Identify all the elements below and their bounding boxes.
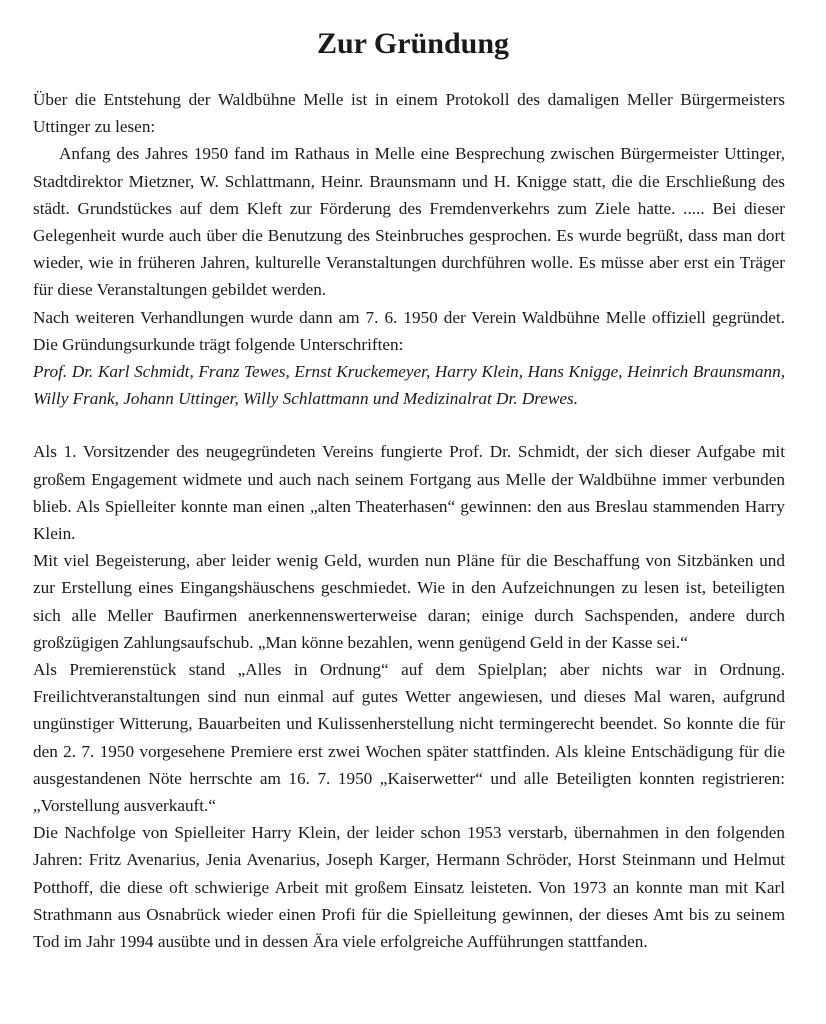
construction-paragraph: Mit viel Begeisterung, aber leider wenig Geld, wurden nun Pläne für die Beschaffung von Sitzbänken und zur Erstellung eines Eingangshäuschens geschmiedet. Wie in den Aufzeichnungen zu lesen ist, beteiligten sich alle Meller Baufirmen anerkennenswerterweise daran; einige durch Sachspenden, andere durch großzügigen Zahlungsaufschub. „Man könne bezahlen, wenn genügend Geld in der Kasse sei.“ (33, 551, 785, 652)
paragraph-spacer (33, 412, 785, 438)
founding-paragraph: Nach weiteren Verhandlungen wurde dann am 7. 6. 1950 der Verein Waldbühne Melle offiziell gegründet. Die Gründungsurkunde trägt folgende Unterschriften: (33, 307, 785, 354)
article-body (33, 86, 785, 955)
chairman-paragraph: Als 1. Vorsitzender des neugegründeten Vereins fungierte Prof. Dr. Schmidt, der sich dieser Aufgabe mit großem Engagement widmete und auch nach seinem Fortgang aus Melle der Waldbühne immer verbunden blieb. Als Spielleiter konnte man einen „alten Theaterhasen“ gewinnen: den aus Breslau stammenden Harry Klein. (33, 442, 785, 544)
page-title: Zur Gründung (316, 27, 510, 60)
intro-paragraph: Über die Entstehung der Waldbühne Melle ist in einem Protokoll des damaligen Meller Bürgermeisters Uttinger zu lesen: (33, 90, 785, 137)
protocol-quote-paragraph: Anfang des Jahres 1950 fand im Rathaus in Melle eine Besprechung zwischen Bürgermeister Uttinger, Stadtdirektor Mietzner, W. Schlattmann, Heinr. Braunsmann und H. Knigge statt, die die Erschließung des städt. Grundstückes auf dem Kleft zur Förderung des Fremdenverkehrs zum Ziele hatte. ..... Bei dieser Gelegenheit wurde auch über die Benutzung des Steinbruches gesprochen. Es wurde begrüßt, dass man dort wieder, wie in früheren Jahren, kulturelle Veranstaltungen durchführen wolle. Es müsse aber erst ein Träger für diese Veranstaltungen gebildet werden. (33, 144, 785, 300)
signatures-paragraph: Prof. Dr. Karl Schmidt, Franz Tewes, Ernst Kruckemeyer, Harry Klein, Hans Knigge, Heinrich Braunsmann, Willy Frank, Johann Uttinger, Willy Schlattmann und Medizinalrat Dr. Drewes. (33, 362, 785, 409)
succession-paragraph: Die Nachfolge von Spielleiter Harry Klein, der leider schon 1953 verstarb, übernahmen in den folgenden Jahren: Fritz Avenarius, Jenia Avenarius, Joseph Karger, Hermann Schröder, Horst Steinmann und Helmut Potthoff, die diese oft schwierige Arbeit mit großem Einsatz leisteten. Von 1973 an konnte man mit Karl Strathmann aus Osnabrück wieder einen Profi für die Spielleitung gewinnen, der dieses Amt bis zu seinem Tod im Jahr 1994 ausübte und in dessen Ära viele erfolgreiche Aufführungen stattfanden. (33, 823, 785, 952)
premiere-paragraph: Als Premierenstück stand „Alles in Ordnung“ auf dem Spielplan; aber nichts war in Ordnung. Freilichtveranstaltungen sind nun einmal auf gutes Wetter angewiesen, und dieses Mal waren, aufgrund ungünstiger Witterung, Bauarbeiten und Kulissenherstellung nicht termingerecht beendet. So konnte die für den 2. 7. 1950 vorgesehene Premiere erst zwei Wochen später stattfinden. Als kleine Entschädigung für die ausgestandenen Nöte herrschte am 16. 7. 1950 „Kaiserwetter“ und alle Beteiligten konnten registrieren: „Vorstellung ausverkauft.“ (33, 660, 785, 816)
